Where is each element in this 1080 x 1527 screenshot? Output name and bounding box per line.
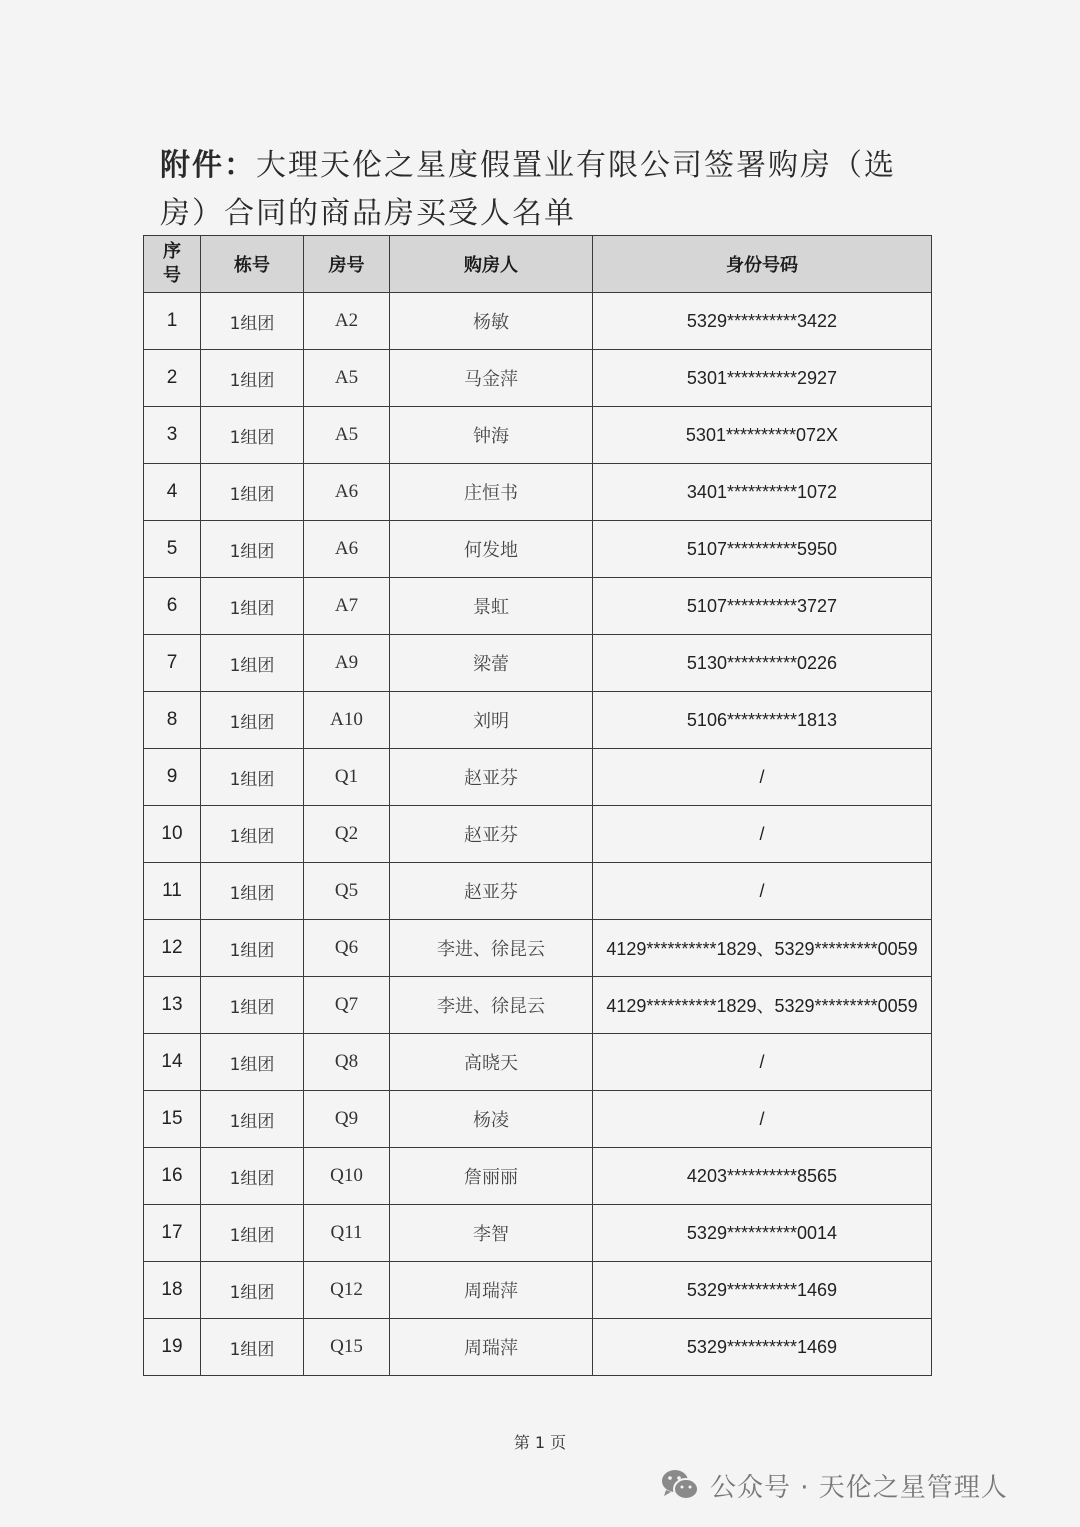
table-row bbox=[144, 350, 932, 407]
buyer-cell: 詹丽丽 bbox=[390, 1148, 593, 1205]
room-cell: Q9 bbox=[304, 1091, 390, 1148]
id-number-cell: / bbox=[593, 1091, 932, 1148]
watermark bbox=[660, 1465, 1008, 1505]
row-no-cell: 12 bbox=[144, 920, 201, 977]
room-cell: A6 bbox=[304, 464, 390, 521]
buyer-cell: 景虹 bbox=[390, 578, 593, 635]
room-cell: A5 bbox=[304, 407, 390, 464]
row-no-cell: 4 bbox=[144, 464, 201, 521]
building-cell: 1组团 bbox=[201, 635, 304, 692]
building-cell: 1组团 bbox=[201, 521, 304, 578]
id-number-cell: / bbox=[593, 863, 932, 920]
table-row bbox=[144, 578, 932, 635]
row-no-cell: 11 bbox=[144, 863, 201, 920]
buyer-cell: 李进、徐昆云 bbox=[390, 977, 593, 1034]
room-cell: A2 bbox=[304, 293, 390, 350]
table-row bbox=[144, 407, 932, 464]
room-cell: A10 bbox=[304, 692, 390, 749]
building-cell: 1组团 bbox=[201, 1148, 304, 1205]
room-cell: Q11 bbox=[304, 1205, 390, 1262]
row-no-cell: 15 bbox=[144, 1091, 201, 1148]
buyer-cell: 李智 bbox=[390, 1205, 593, 1262]
building-cell: 1组团 bbox=[201, 749, 304, 806]
buyer-cell: 赵亚芬 bbox=[390, 806, 593, 863]
id-number-cell: 4129**********1829、5329*********0059 bbox=[593, 977, 932, 1034]
watermark-text: 公众号 · 天伦之星管理人 bbox=[710, 1472, 1008, 1503]
title-lead: 附件： bbox=[160, 148, 256, 183]
building-cell: 1组团 bbox=[201, 350, 304, 407]
building-cell: 1组团 bbox=[201, 1091, 304, 1148]
row-no-cell: 2 bbox=[144, 350, 201, 407]
row-no-cell: 3 bbox=[144, 407, 201, 464]
table-row bbox=[144, 920, 932, 977]
building-cell: 1组团 bbox=[201, 977, 304, 1034]
page-number: 第 1 页 bbox=[513, 1433, 567, 1452]
row-no-cell: 7 bbox=[144, 635, 201, 692]
room-cell: Q15 bbox=[304, 1319, 390, 1376]
room-cell: A7 bbox=[304, 578, 390, 635]
id-number-cell: 5329**********1469 bbox=[593, 1319, 932, 1376]
buyer-cell: 杨凌 bbox=[390, 1091, 593, 1148]
header-seq bbox=[144, 236, 201, 293]
room-cell: Q5 bbox=[304, 863, 390, 920]
row-no-cell: 8 bbox=[144, 692, 201, 749]
table-row bbox=[144, 1319, 932, 1376]
buyer-cell: 赵亚芬 bbox=[390, 749, 593, 806]
table-row bbox=[144, 1148, 932, 1205]
row-no-cell: 18 bbox=[144, 1262, 201, 1319]
header-buyer: 购房人 bbox=[390, 236, 593, 293]
row-no-cell: 17 bbox=[144, 1205, 201, 1262]
room-cell: A9 bbox=[304, 635, 390, 692]
row-no-cell: 9 bbox=[144, 749, 201, 806]
building-cell: 1组团 bbox=[201, 1034, 304, 1091]
buyer-cell: 杨敏 bbox=[390, 293, 593, 350]
room-cell: A6 bbox=[304, 521, 390, 578]
table-row bbox=[144, 692, 932, 749]
buyer-cell: 何发地 bbox=[390, 521, 593, 578]
table-row bbox=[144, 635, 932, 692]
id-number-cell: 5301**********2927 bbox=[593, 350, 932, 407]
id-number-cell: 5329**********1469 bbox=[593, 1262, 932, 1319]
id-number-cell: 4203**********8565 bbox=[593, 1148, 932, 1205]
room-cell: Q6 bbox=[304, 920, 390, 977]
row-no-cell: 19 bbox=[144, 1319, 201, 1376]
room-cell: Q8 bbox=[304, 1034, 390, 1091]
id-number-cell: 5301**********072X bbox=[593, 407, 932, 464]
title-text: 大理天伦之星度假置业有限公司签署购房（选房）合同的商品房买受人名单 bbox=[160, 148, 896, 231]
table-row bbox=[144, 977, 932, 1034]
building-cell: 1组团 bbox=[201, 863, 304, 920]
table-body bbox=[144, 293, 932, 1376]
building-cell: 1组团 bbox=[201, 1319, 304, 1376]
id-number-cell: 5107**********5950 bbox=[593, 521, 932, 578]
table-row bbox=[144, 293, 932, 350]
table-row bbox=[144, 464, 932, 521]
room-cell: A5 bbox=[304, 350, 390, 407]
building-cell: 1组团 bbox=[201, 692, 304, 749]
table-row bbox=[144, 1034, 932, 1091]
row-no-cell: 10 bbox=[144, 806, 201, 863]
id-number-cell: 3401**********1072 bbox=[593, 464, 932, 521]
row-no-cell: 16 bbox=[144, 1148, 201, 1205]
building-cell: 1组团 bbox=[201, 1262, 304, 1319]
buyer-cell: 刘明 bbox=[390, 692, 593, 749]
id-number-cell: / bbox=[593, 806, 932, 863]
row-no-cell: 13 bbox=[144, 977, 201, 1034]
id-number-cell: 5106**********1813 bbox=[593, 692, 932, 749]
buyer-cell: 梁蕾 bbox=[390, 635, 593, 692]
id-number-cell: 5130**********0226 bbox=[593, 635, 932, 692]
room-cell: Q12 bbox=[304, 1262, 390, 1319]
buyer-cell: 李进、徐昆云 bbox=[390, 920, 593, 977]
table-row bbox=[144, 1091, 932, 1148]
room-cell: Q7 bbox=[304, 977, 390, 1034]
id-number-cell: / bbox=[593, 749, 932, 806]
buyer-list-table bbox=[143, 235, 932, 1376]
building-cell: 1组团 bbox=[201, 920, 304, 977]
buyer-cell: 高晓天 bbox=[390, 1034, 593, 1091]
table-header-row bbox=[144, 236, 932, 293]
wechat-icon bbox=[660, 1468, 700, 1502]
row-no-cell: 14 bbox=[144, 1034, 201, 1091]
header-building: 栋号 bbox=[201, 236, 304, 293]
table-row bbox=[144, 521, 932, 578]
id-number-cell: 5107**********3727 bbox=[593, 578, 932, 635]
table-row bbox=[144, 806, 932, 863]
room-cell: Q1 bbox=[304, 749, 390, 806]
building-cell: 1组团 bbox=[201, 578, 304, 635]
buyer-cell: 马金萍 bbox=[390, 350, 593, 407]
id-number-cell: 5329**********3422 bbox=[593, 293, 932, 350]
header-seq-label: 序号 bbox=[163, 241, 181, 286]
header-room: 房号 bbox=[304, 236, 390, 293]
building-cell: 1组团 bbox=[201, 1205, 304, 1262]
building-cell: 1组团 bbox=[201, 293, 304, 350]
row-no-cell: 1 bbox=[144, 293, 201, 350]
table-row bbox=[144, 1205, 932, 1262]
row-no-cell: 6 bbox=[144, 578, 201, 635]
buyer-cell: 庄恒书 bbox=[390, 464, 593, 521]
table-row bbox=[144, 749, 932, 806]
document-title bbox=[160, 142, 940, 238]
building-cell: 1组团 bbox=[201, 464, 304, 521]
room-cell: Q2 bbox=[304, 806, 390, 863]
header-id-number: 身份号码 bbox=[593, 236, 932, 293]
id-number-cell: 4129**********1829、5329*********0059 bbox=[593, 920, 932, 977]
buyer-cell: 周瑞萍 bbox=[390, 1319, 593, 1376]
buyer-cell: 周瑞萍 bbox=[390, 1262, 593, 1319]
table-row bbox=[144, 863, 932, 920]
row-no-cell: 5 bbox=[144, 521, 201, 578]
id-number-cell: 5329**********0014 bbox=[593, 1205, 932, 1262]
building-cell: 1组团 bbox=[201, 407, 304, 464]
id-number-cell: / bbox=[593, 1034, 932, 1091]
buyer-cell: 赵亚芬 bbox=[390, 863, 593, 920]
table-row bbox=[144, 1262, 932, 1319]
buyer-cell: 钟海 bbox=[390, 407, 593, 464]
building-cell: 1组团 bbox=[201, 806, 304, 863]
room-cell: Q10 bbox=[304, 1148, 390, 1205]
